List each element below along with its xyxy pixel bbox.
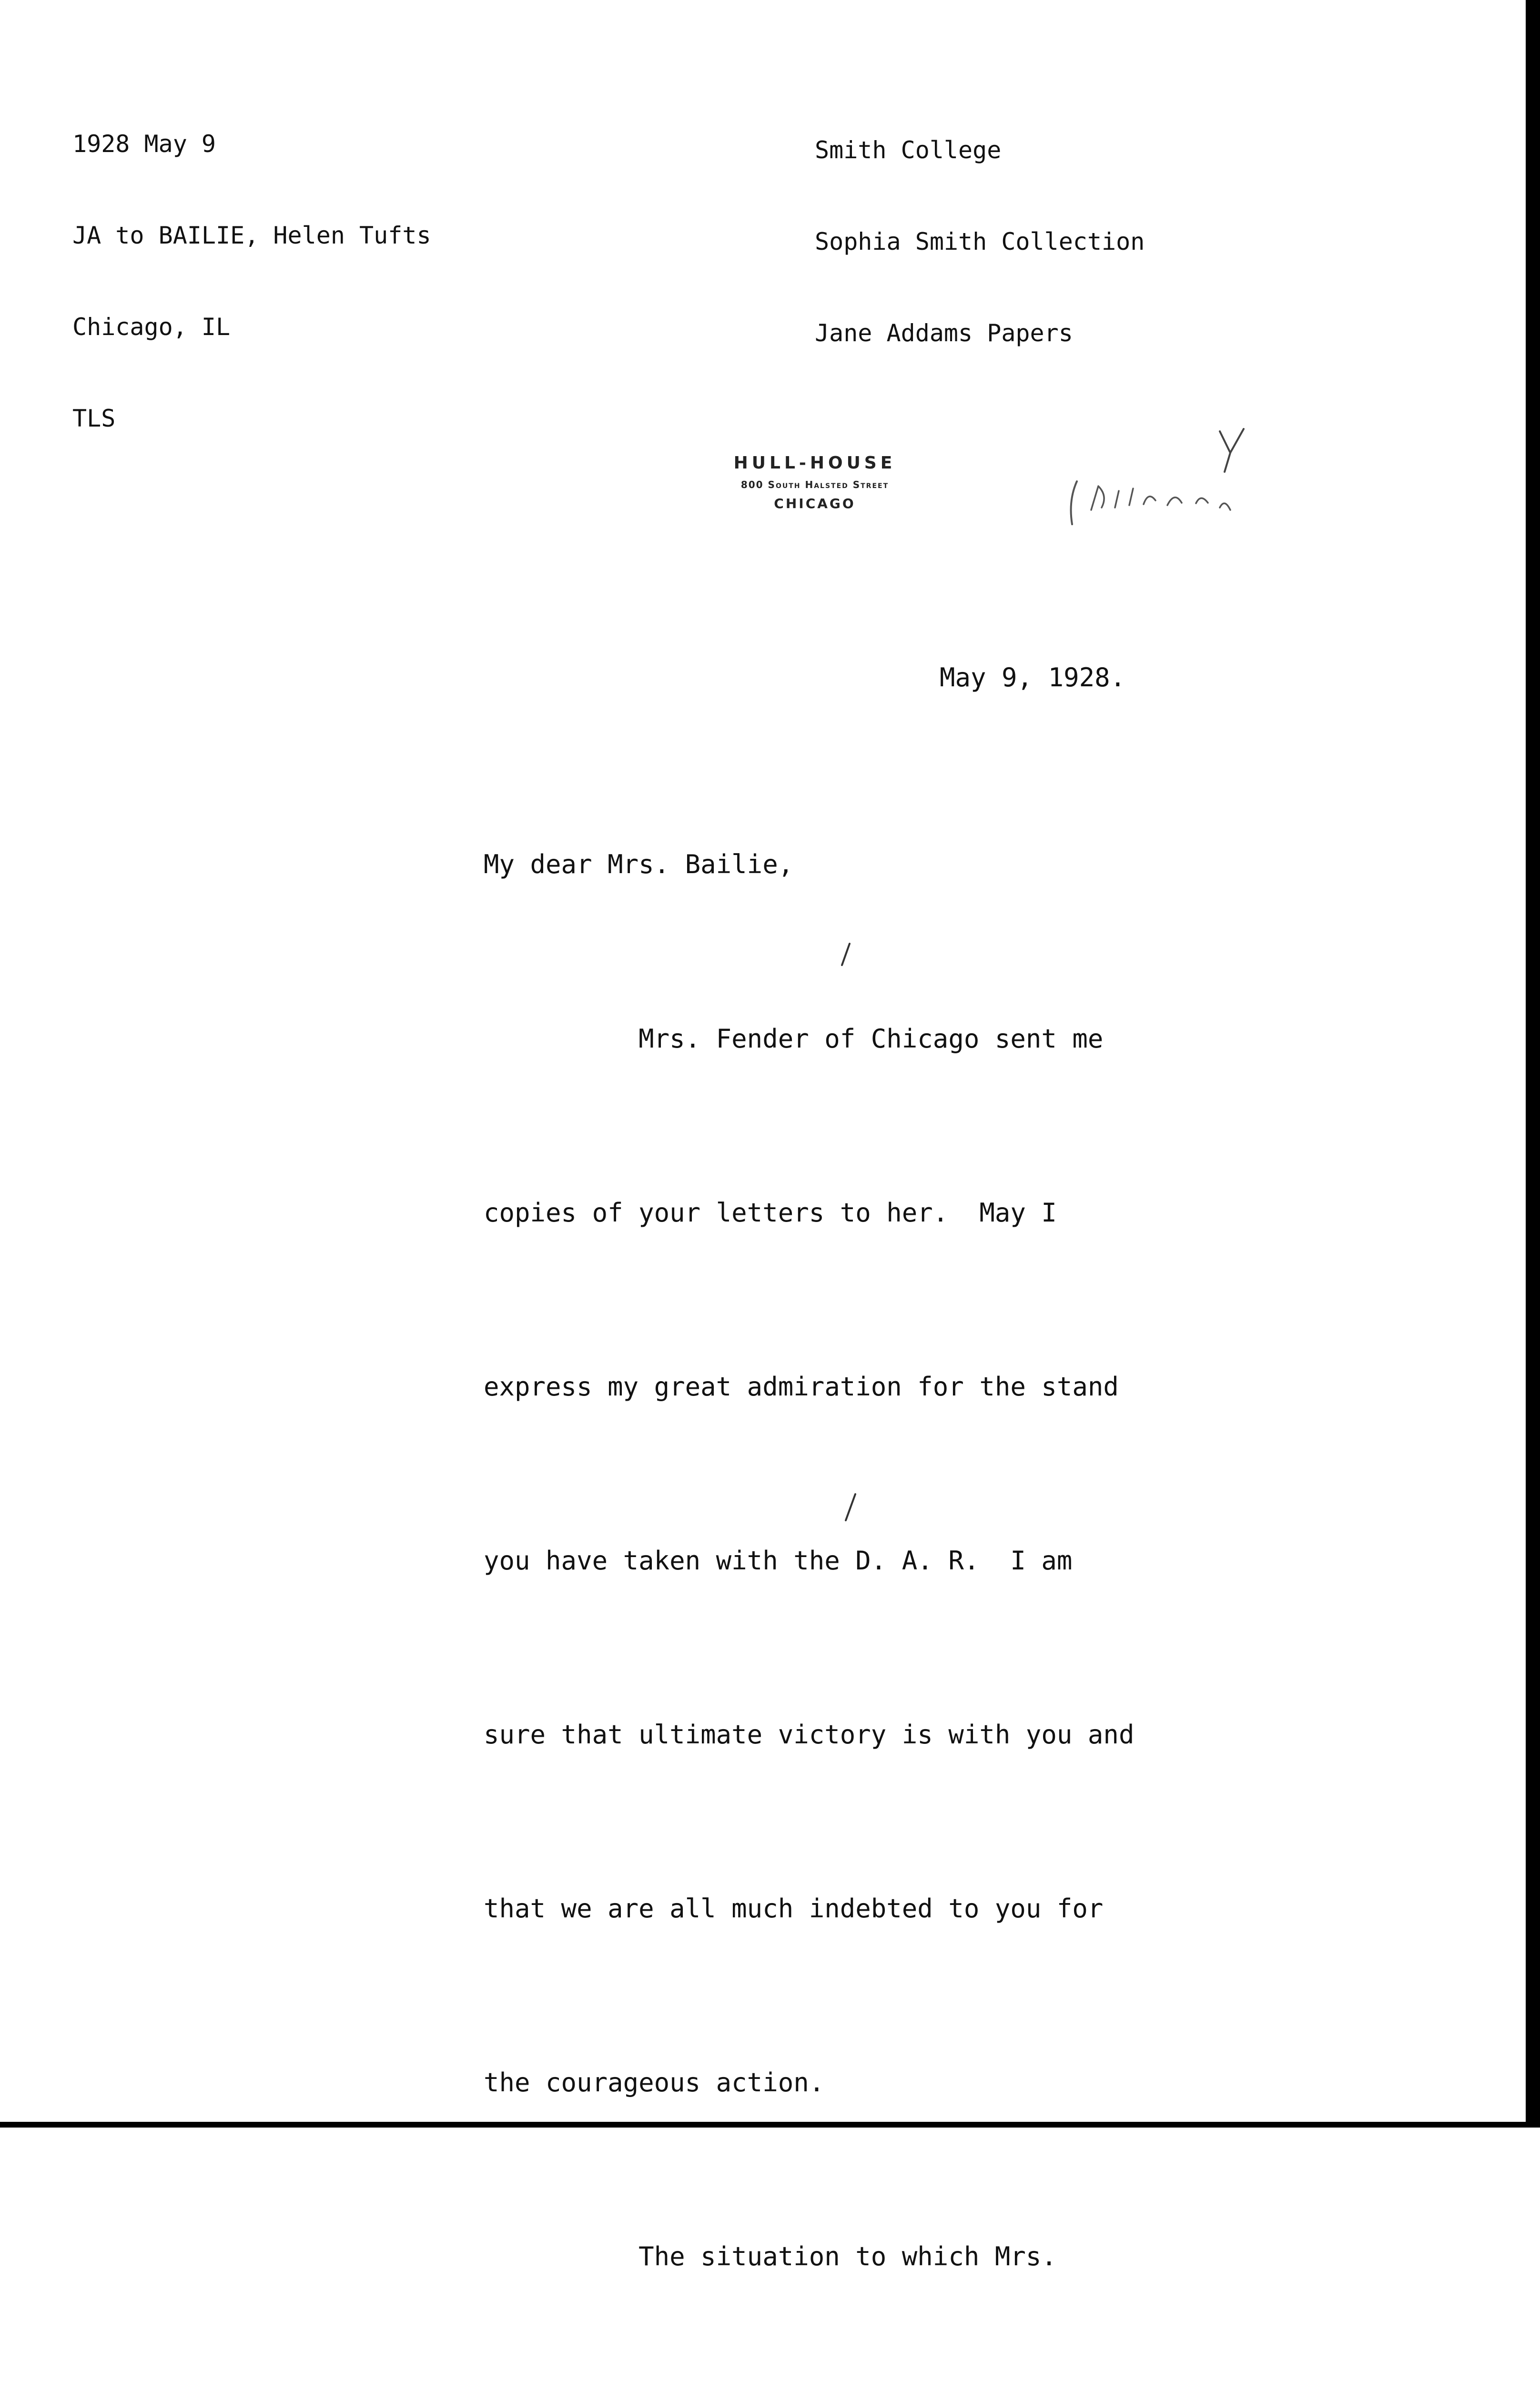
letterhead-city: CHICAGO [774,496,856,511]
letterhead-street: 800 South Halsted Street [740,479,889,490]
repository-institution: Smith College [815,136,1002,164]
letter-body [484,720,1303,2383]
scan-border-right [1526,0,1540,2128]
repository-papers: Jane Addams Papers [815,319,1073,347]
letter-line: the courageous action. [484,2067,825,2098]
letterhead [686,450,943,514]
letter-line: you have taken with the D. A. R. I am [484,1545,1073,1576]
pencil-mark [841,1492,860,1525]
letter-line: copies of your letters to her. May I [484,1197,1057,1228]
repository-collection: Sophia Smith Collection [815,228,1145,255]
letter-line: The situation to which Mrs. [484,2241,1057,2272]
archive-citation [72,68,431,464]
letter-line: Mrs. Fender of Chicago sent me [484,1023,1104,1054]
citation-place: Chicago, IL [72,313,231,341]
letter-line: express my great admiration for the stand [484,1371,1119,1402]
citation-type: TLS [72,405,116,432]
letterhead-name: HULL-HOUSE [733,453,896,473]
salutation: My dear Mrs. Bailie, [484,849,794,880]
letter-date: May 9, 1928. [940,662,1126,692]
archive-repository [815,74,1145,379]
citation-date: 1928 May 9 [72,130,216,158]
pencil-mark [836,941,855,970]
letter-line: that we are all much indebted to you for [484,1893,1104,1924]
letter-line: sure that ultimate victory is with you and [484,1719,1135,1750]
citation-correspondents: JA to BAILIE, Helen Tufts [72,222,431,249]
handwritten-annotation [1058,419,1306,553]
